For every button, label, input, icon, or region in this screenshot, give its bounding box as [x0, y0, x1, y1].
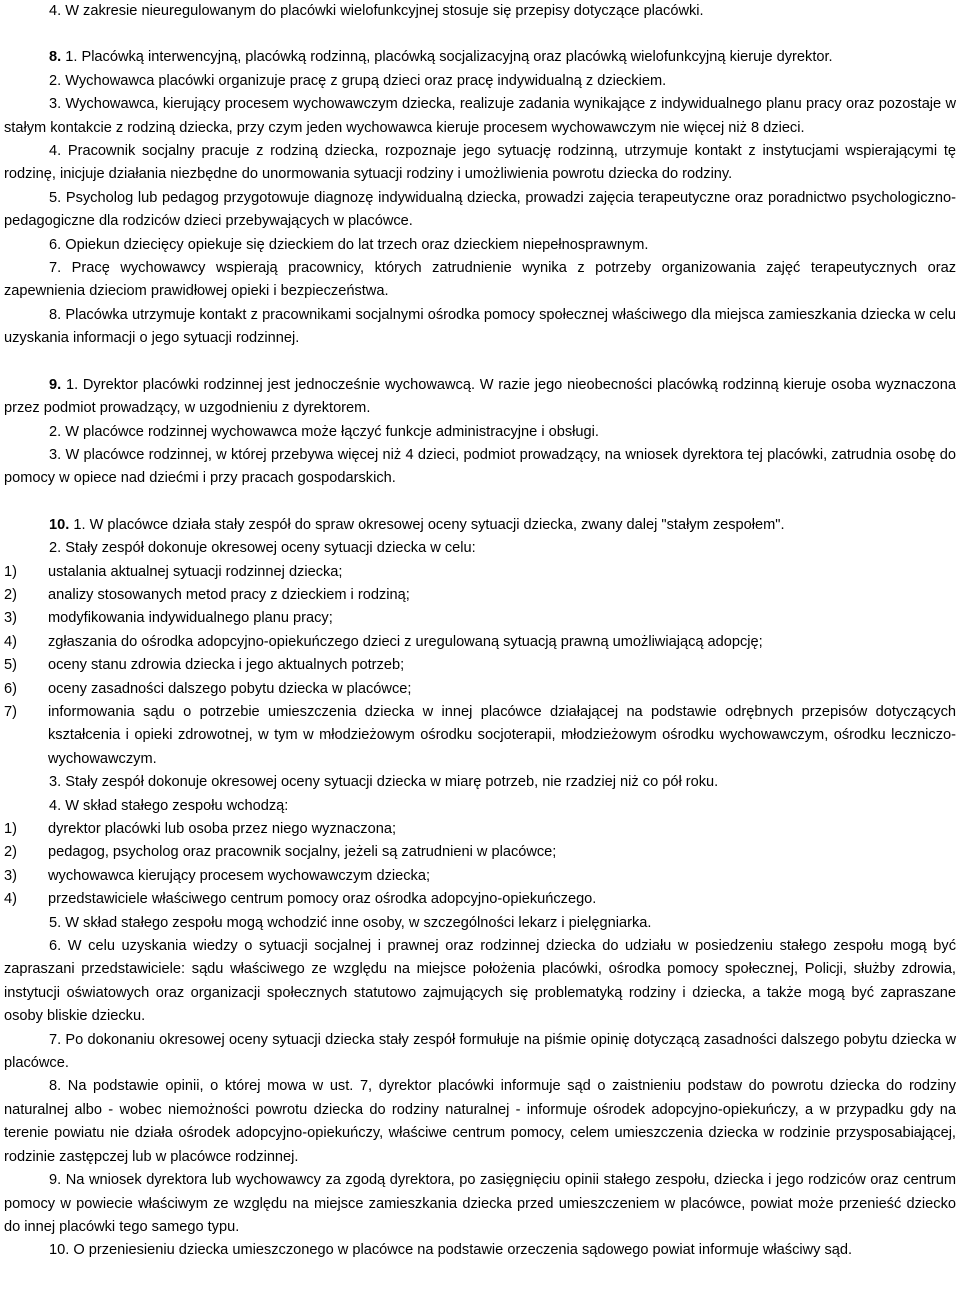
- list-item: 1) dyrektor placówki lub osoba przez niego wyznaczona;: [4, 821, 397, 837]
- section-10-para-8: 8. Na podstawie opinii, o której mowa w ust. 7, dyrektor placówki informuje sąd o zaistnieniu podstaw do powrotu dziecka do rodziny naturalnej albo - wobec niemożności powrotu dziecka do rodziny naturalnej - informuje ośrodek adopcyjno-opiekuńczy, a w przypadku gdy na terenie powiatu nie działa ośrodek adopcyjno-opiekuńczy, właściwe centrum pomocy, celem umieszczenia dziecka w rodzinie przysposabiającej, rodzinie zastępczej lub w placówce rodzinnej.: [4, 1078, 956, 1165]
- section-10-para-5: 5. W skład stałego zespołu mogą wchodzić inne osoby, w szczególności lekarz i pielęgniarka.: [49, 914, 652, 931]
- list-item: 3) modyfikowania indywidualnego planu pracy;: [4, 610, 333, 627]
- section-8-para-5: 5. Psycholog lub pedagog przygotowuje diagnozę indywidualną dziecka, prowadzi zajęcia terapeutyczne oraz poradnictwo psychologiczno-pedagogiczne dla rodziców dzieci przebywających w placówce.: [4, 189, 956, 230]
- spacer: [4, 351, 956, 374]
- section-8-para-1-text: 1. Placówką interwencyjną, placówką rodzinną, placówką socjalizacyjną oraz placówką wielofunkcyjną kieruje dyrektor.: [65, 49, 833, 66]
- section-8-para-1: [4, 46, 956, 69]
- section-9-para-3: 3. W placówce rodzinnej, w której przebywa więcej niż 4 dzieci, podmiot prowadzący, na wniosek dyrektora tej placówki, zatrudnia osobę do pomocy w opiece nad dziećmi i przy pracach gospodarskich.: [4, 446, 956, 487]
- list-item: 2) analizy stosowanych metod pracy z dzieckiem i rodziną;: [4, 586, 410, 603]
- section-10-para-6: 6. W celu uzyskania wiedzy o sytuacji socjalnej i prawnej oraz rodzinnej dziecka do udziału w posiedzeniu stałego zespołu mogą być zapraszani przedstawiciele: sądu właściwego ze względu na miejsce położenia placówki, ośrodka pomocy społecznej, Policji, służby zdrowia, instytucji oświatowych oraz organizacji społecznych statutowo zajmujących się problematyką rodziny i dziecka, a także mogą być zapraszane osoby bliskie dziecku.: [4, 938, 956, 1025]
- list-item: 4) przedstawiciele właściwego centrum pomocy oraz ośrodka adopcyjno-opiekuńczego.: [4, 891, 597, 908]
- section-8-para-3: 3. Wychowawca, kierujący procesem wychowawczym dziecka, realizuje zadania wynikające z indywidualnego planu pracy oraz pozostaje w stałym kontakcie z rodziną dziecka, przy czym jeden wychowawca kieruje procesem wychowawczym nie więcej niż 8 dzieci.: [4, 96, 956, 136]
- section-9-para-1: [4, 374, 956, 421]
- section-8-number: 8.: [49, 49, 62, 66]
- list-item: 1) ustalania aktualnej sytuacji rodzinnej dziecka;: [4, 563, 343, 580]
- section-8-para-4: 4. Pracownik socjalny pracuje z rodziną dziecka, rozpoznaje jego sytuację rodzinną, utrzymuje kontakt z instytucjami wspierającymi tę rodzinę, inicjuje działania niezbędne do unormowania sytuacji rodziny i umożliwienia powrotu dziecka do rodziny.: [4, 143, 956, 183]
- paragraph-intro: 4. W zakresie nieuregulowanym do placówki wielofunkcyjnej stosuje się przepisy dotyczące placówki.: [49, 3, 704, 19]
- members-list: [4, 818, 956, 912]
- section-8-para-7: 7. Pracę wychowawcy wspierają pracownicy, których zatrudnienie wynika z potrzeby organizowania zajęć terapeutycznych oraz zapewnienia dzieciom prawidłowej opieki i bezpieczeństwa.: [4, 260, 956, 300]
- list-item: 4) zgłaszania do ośrodka adopcyjno-opiekuńczego dzieci z uregulowaną sytuacją prawną umożliwiającą adopcję;: [4, 633, 763, 650]
- section-10-para-10: 10. O przeniesieniu dziecka umieszczonego w placówce na podstawie orzeczenia sądowego powiat informuje właściwy sąd.: [49, 1242, 853, 1259]
- section-8-para-2: 2. Wychowawca placówki organizuje pracę z grupą dzieci oraz pracę indywidualną z dzieckiem.: [49, 72, 667, 89]
- section-8-para-8: 8. Placówka utrzymuje kontakt z pracownikami socjalnymi ośrodka pomocy społecznej właściwego dla miejsca zamieszkania dziecka w celu uzyskania informacji o jego sytuacji rodzinnej.: [4, 306, 956, 347]
- list-item: 7) informowania sądu o potrzebie umieszczenia dziecka w innej placówce działającej na podstawie odrębnych przepisów dotyczących kształcenia i opieki zdrowotnej, w tym w młodzieżowym ośrodku socjoterapii, młodzieżowym ośrodku wychowawczym, ośrodku leczniczo-wychowawczym.: [4, 703, 956, 767]
- section-10-para-1-text: 1. W placówce działa stały zespół do spraw okresowej oceny sytuacji dziecka, zwany dalej "stałym zespołem".: [73, 516, 785, 533]
- section-10-number: 10.: [49, 516, 70, 533]
- section-10-para-9: 9. Na wniosek dyrektora lub wychowawcy za zgodą dyrektora, po zasięgnięciu opinii stałego zespołu, dziecka i jego rodziców oraz centrum pomocy w powiecie właściwym ze względu na miejsce zamieszkania dziecka przed umieszczeniem w placówce, powiat może przenieść dziecko do innej placówki tego samego typu.: [4, 1172, 956, 1235]
- section-9-number: 9.: [49, 376, 62, 393]
- purpose-list: [4, 561, 956, 772]
- section-10-para-4: 4. W skład stałego zespołu wchodzą:: [49, 797, 289, 814]
- list-item: 6) oceny zasadności dalszego pobytu dziecka w placówce;: [4, 680, 412, 697]
- list-item: 2) pedagog, psycholog oraz pracownik socjalny, jeżeli są zatrudnieni w placówce;: [4, 844, 557, 861]
- spacer: [4, 23, 956, 46]
- list-item: 5) oceny stanu zdrowia dziecka i jego aktualnych potrzeb;: [4, 657, 405, 674]
- section-9-para-2: 2. W placówce rodzinnej wychowawca może łączyć funkcje administracyjne i obsługi.: [49, 423, 599, 440]
- spacer: [4, 491, 956, 514]
- section-8-para-6: 6. Opiekun dziecięcy opiekuje się dzieckiem do lat trzech oraz dzieckiem niepełnosprawnym.: [49, 236, 649, 253]
- list-item: 3) wychowawca kierujący procesem wychowawczym dziecka;: [4, 867, 430, 884]
- section-9-para-1-text: 1. Dyrektor placówki rodzinnej jest jednocześnie wychowawcą. W razie jego nieobecności placówką rodzinną kieruje osoba wyznaczona przez podmiot prowadzący, w uzgodnieniu z dyrektorem.: [4, 376, 956, 417]
- section-10-para-7: 7. Po dokonaniu okresowej oceny sytuacji dziecka stały zespół formułuje na piśmie opinię dotyczącą zasadności dalszego pobytu dziecka w placówce.: [4, 1031, 956, 1072]
- section-10-para-3: 3. Stały zespół dokonuje okresowej oceny sytuacji dziecka w miarę potrzeb, nie rzadziej niż co pół roku.: [49, 774, 719, 791]
- section-10-para-2: 2. Stały zespół dokonuje okresowej oceny sytuacji dziecka w celu:: [49, 540, 476, 557]
- section-10-para-1: [4, 514, 956, 537]
